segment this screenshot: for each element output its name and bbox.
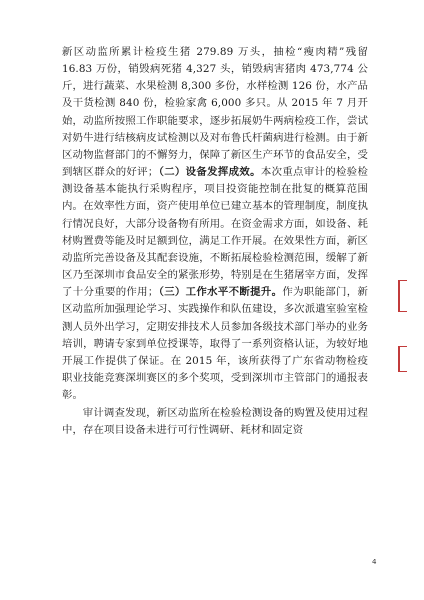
body-text (62, 44, 368, 440)
paragraph-1 (62, 44, 368, 404)
paragraph-1-text-3: 作为职能部门，新区动监所加强理论学习、实践操作和队伍建设，多次派遣室验室检测人员外出学习，定期安排技术人员参加各级技术部门举办的业务培训，聘请专家到单位授课等，取得了一系列资格认证，为较好地开展工作提供了保证。在 2015 年，该所获得了广东省动物检疫职业技能竞赛深圳赛区的多个奖项，受到深圳市主管部门的通报表彰。 (62, 286, 368, 402)
heading-equipment-effect: （二）设备发挥成效。 (158, 166, 261, 179)
paragraph-1-text-2: 本次重点审计的检验检测设备基本能执行采购程序，项目投资能控制在批复的概算范围内。在效率性方面，资产使用单位已建立基本的管理制度，制度执行情况良好，大部分设备物有所用。在资金需求方面，如设备、耗材购置费等能及时足额到位，满足工作开展。在效果性方面，新区动监所完善设备及其配套设施，不断拓展检验检测范围，缓解了新区乃至深圳市食品安全的紧张形势，特别是在生猪屠宰方面，发挥了十分重要的作用； (62, 166, 368, 299)
heading-work-level: （三）工作水平不断提升。 (158, 286, 283, 299)
paragraph-2: 审计调查发现，新区动监所在检验检测设备的购置及使用过程中，存在项目设备未进行可行性调研、耗材和固定资 (62, 407, 368, 437)
seal-stamp-edge-bottom (398, 346, 407, 372)
page-number: 4 (372, 558, 377, 566)
paragraph-1-text-1: 新区动监所累计检疫生猪 279.89 万头，抽检“瘦肉精”残留 16.83 万份，销毁病死猪 4,327 头，销毁病害猪肉 473,774 公斤，进行蔬菜、水果检测 8,300 多份，水样检测 126 份，水产品及干货检测 840 份，检验家禽 6,000 多只。从 2015 年 7 月开始，动监所按照工作职能要求，逐步拓展奶牛两病检疫工作，尝试对奶牛进行结核病皮试检测以及对布鲁氏杆菌病进行检测。由于新区动物监督部门的不懈努力，保障了新区生产环节的食品安全，受到辖区群众的好评； (62, 46, 368, 179)
seal-stamp-edge-top (398, 280, 407, 312)
